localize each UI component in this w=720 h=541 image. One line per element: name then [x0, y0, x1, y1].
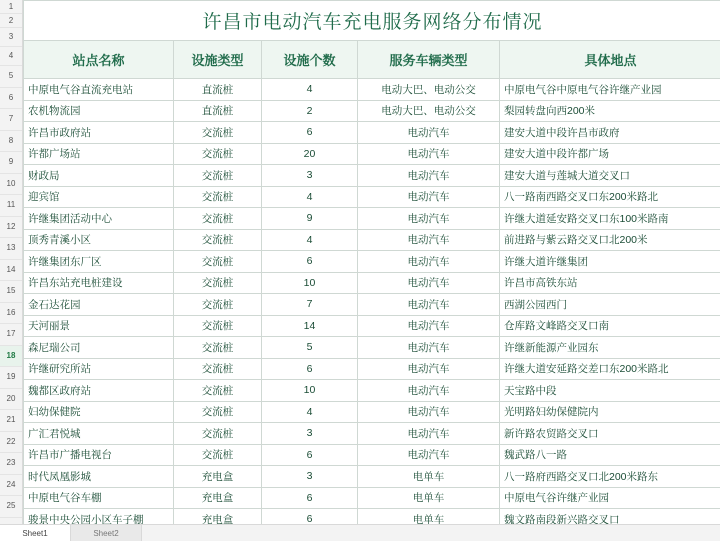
cell-facility-type[interactable]: 交流桩 — [174, 186, 262, 208]
cell-station-name[interactable]: 财政局 — [24, 165, 174, 187]
row-header[interactable]: 7 — [0, 109, 22, 131]
cell-address[interactable]: 建安大道中段许都广场 — [500, 143, 720, 165]
cell-facility-type[interactable]: 交流桩 — [174, 358, 262, 380]
cell-facility-count[interactable]: 6 — [262, 122, 358, 144]
table-row[interactable] — [24, 272, 720, 294]
cell-vehicle-type[interactable]: 电单车 — [358, 509, 500, 525]
cell-facility-type[interactable]: 直流桩 — [174, 79, 262, 101]
cell-facility-count[interactable]: 4 — [262, 79, 358, 101]
cell-address[interactable]: 中原电气谷许继产业园 — [500, 487, 720, 509]
cell-facility-type[interactable]: 交流桩 — [174, 294, 262, 316]
cell-facility-count[interactable]: 6 — [262, 444, 358, 466]
cell-address[interactable]: 魏文路南段新兴路交叉口 — [500, 509, 720, 525]
cell-address[interactable]: 光明路妇幼保健院内 — [500, 401, 720, 423]
cell-vehicle-type[interactable]: 电动汽车 — [358, 272, 500, 294]
cell-facility-count[interactable]: 5 — [262, 337, 358, 359]
cell-facility-count[interactable]: 3 — [262, 466, 358, 488]
table-row[interactable] — [24, 423, 720, 445]
cell-station-name[interactable]: 许都广场站 — [24, 143, 174, 165]
cell-vehicle-type[interactable]: 电动汽车 — [358, 337, 500, 359]
cell-facility-type[interactable]: 交流桩 — [174, 122, 262, 144]
row-header[interactable]: 16 — [0, 303, 22, 325]
cell-address[interactable]: 建安大道与莲城大道交叉口 — [500, 165, 720, 187]
sheet-tab-bar — [0, 524, 720, 541]
row-header[interactable]: 24 — [0, 475, 22, 497]
cell-facility-count[interactable]: 6 — [262, 487, 358, 509]
table-row[interactable] — [24, 251, 720, 273]
cell-facility-count[interactable]: 4 — [262, 229, 358, 251]
table-row[interactable] — [24, 186, 720, 208]
table-row[interactable] — [24, 337, 720, 359]
sheet-tab-1[interactable]: Sheet1 — [0, 525, 71, 541]
cell-vehicle-type[interactable]: 电动汽车 — [358, 229, 500, 251]
cell-station-name[interactable]: 妇幼保健院 — [24, 401, 174, 423]
table-row[interactable] — [24, 466, 720, 488]
cell-station-name[interactable]: 天河丽景 — [24, 315, 174, 337]
row-header[interactable]: 8 — [0, 131, 22, 153]
page-title: 许昌市电动汽车充电服务网络分布情况 — [24, 1, 720, 41]
table-row[interactable] — [24, 122, 720, 144]
cell-facility-count[interactable]: 2 — [262, 100, 358, 122]
cell-address[interactable]: 西湖公园西门 — [500, 294, 720, 316]
cell-facility-type[interactable]: 交流桩 — [174, 315, 262, 337]
cell-vehicle-type[interactable]: 电动汽车 — [358, 294, 500, 316]
row-header[interactable]: 17 — [0, 324, 22, 346]
cell-address[interactable]: 许继大道延安路交叉口东100米路南 — [500, 208, 720, 230]
cell-facility-type[interactable]: 充电盒 — [174, 487, 262, 509]
charging-station-table — [23, 0, 720, 524]
table-row[interactable] — [24, 444, 720, 466]
tab-bar-spacer — [142, 525, 720, 541]
row-header[interactable]: 12 — [0, 217, 22, 239]
table-row[interactable] — [24, 315, 720, 337]
cell-facility-count[interactable]: 6 — [262, 358, 358, 380]
column-header-name[interactable]: 站点名称 — [24, 41, 174, 79]
cell-vehicle-type[interactable]: 电动汽车 — [358, 380, 500, 402]
table-row[interactable] — [24, 143, 720, 165]
cell-address[interactable]: 天宝路中段 — [500, 380, 720, 402]
cell-facility-type[interactable]: 交流桩 — [174, 423, 262, 445]
cell-address[interactable]: 新许路农贸路交叉口 — [500, 423, 720, 445]
cell-address[interactable]: 仓库路文峰路交叉口南 — [500, 315, 720, 337]
column-header-count[interactable]: 设施个数 — [262, 41, 358, 79]
cell-station-name[interactable]: 许昌东站充电桩建设 — [24, 272, 174, 294]
title-row — [24, 1, 720, 41]
table-row[interactable] — [24, 79, 720, 101]
cell-address[interactable]: 建安大道中段许昌市政府 — [500, 122, 720, 144]
table-row[interactable] — [24, 509, 720, 525]
cell-station-name[interactable]: 金石达花园 — [24, 294, 174, 316]
row-header[interactable]: 4 — [0, 47, 22, 66]
row-header[interactable]: 13 — [0, 238, 22, 260]
cell-vehicle-type[interactable]: 电动汽车 — [358, 143, 500, 165]
table-row[interactable] — [24, 165, 720, 187]
cell-station-name[interactable]: 许继研究所站 — [24, 358, 174, 380]
row-header[interactable]: 19 — [0, 367, 22, 389]
cell-address[interactable]: 前进路与紫云路交叉口北200米 — [500, 229, 720, 251]
row-header[interactable]: 3 — [0, 28, 22, 47]
cell-facility-type[interactable]: 交流桩 — [174, 251, 262, 273]
table-row[interactable] — [24, 294, 720, 316]
cell-vehicle-type[interactable]: 电动汽车 — [358, 401, 500, 423]
cell-vehicle-type[interactable]: 电动汽车 — [358, 165, 500, 187]
cell-facility-count[interactable]: 4 — [262, 186, 358, 208]
cell-facility-type[interactable]: 交流桩 — [174, 229, 262, 251]
row-header[interactable]: 5 — [0, 66, 22, 88]
table-row[interactable] — [24, 208, 720, 230]
cell-vehicle-type[interactable]: 电动汽车 — [358, 251, 500, 273]
cell-vehicle-type[interactable]: 电动汽车 — [358, 315, 500, 337]
cell-vehicle-type[interactable]: 电动汽车 — [358, 186, 500, 208]
table-row[interactable] — [24, 401, 720, 423]
row-header-selected[interactable]: 18 — [0, 346, 22, 368]
data-table-region — [23, 0, 720, 524]
row-header[interactable]: 22 — [0, 432, 22, 454]
cell-vehicle-type[interactable]: 电动汽车 — [358, 122, 500, 144]
cell-vehicle-type[interactable]: 电动大巴、电动公交 — [358, 100, 500, 122]
cell-station-name[interactable]: 时代凤凰影城 — [24, 466, 174, 488]
cell-vehicle-type[interactable]: 电单车 — [358, 466, 500, 488]
cell-vehicle-type[interactable]: 电动汽车 — [358, 208, 500, 230]
row-header[interactable]: 25 — [0, 496, 22, 518]
cell-facility-type[interactable]: 交流桩 — [174, 143, 262, 165]
cell-facility-type[interactable]: 直流桩 — [174, 100, 262, 122]
cell-facility-type[interactable]: 交流桩 — [174, 272, 262, 294]
cell-station-name[interactable]: 森尼瑞公司 — [24, 337, 174, 359]
row-header[interactable]: 21 — [0, 410, 22, 432]
row-header[interactable]: 1 — [0, 0, 22, 14]
row-header[interactable]: 14 — [0, 260, 22, 282]
table-row[interactable] — [24, 229, 720, 251]
cell-address[interactable]: 许继新能源产业园东 — [500, 337, 720, 359]
cell-facility-count[interactable]: 6 — [262, 509, 358, 525]
cell-station-name[interactable]: 许继集团活动中心 — [24, 208, 174, 230]
cell-facility-type[interactable]: 交流桩 — [174, 380, 262, 402]
cell-facility-count[interactable]: 6 — [262, 251, 358, 273]
cell-facility-count[interactable]: 10 — [262, 272, 358, 294]
cell-facility-count[interactable]: 9 — [262, 208, 358, 230]
cell-address[interactable]: 八一路府西路交叉口北200米路东 — [500, 466, 720, 488]
cell-facility-count[interactable]: 7 — [262, 294, 358, 316]
cell-address[interactable]: 许继大道许继集团 — [500, 251, 720, 273]
cell-station-name[interactable]: 骏景中央公园小区车子棚 — [24, 509, 174, 525]
row-header[interactable]: 2 — [0, 14, 22, 28]
cell-station-name[interactable]: 中原电气谷直流充电站 — [24, 79, 174, 101]
cell-station-name[interactable]: 许继集团东厂区 — [24, 251, 174, 273]
cell-vehicle-type[interactable]: 电单车 — [358, 487, 500, 509]
cell-facility-type[interactable]: 交流桩 — [174, 165, 262, 187]
cell-address[interactable]: 魏武路八一路 — [500, 444, 720, 466]
cell-station-name[interactable]: 中原电气谷车棚 — [24, 487, 174, 509]
cell-facility-type[interactable]: 交流桩 — [174, 337, 262, 359]
cell-address[interactable]: 中原电气谷中原电气谷许继产业园 — [500, 79, 720, 101]
column-header-type[interactable]: 设施类型 — [174, 41, 262, 79]
column-header-vehicle[interactable]: 服务车辆类型 — [358, 41, 500, 79]
cell-facility-count[interactable]: 10 — [262, 380, 358, 402]
cell-station-name[interactable]: 迎宾馆 — [24, 186, 174, 208]
cell-station-name[interactable]: 农机物流园 — [24, 100, 174, 122]
cell-vehicle-type[interactable]: 电动汽车 — [358, 444, 500, 466]
row-header-column[interactable] — [0, 0, 23, 524]
cell-facility-count[interactable]: 14 — [262, 315, 358, 337]
cell-station-name[interactable]: 许昌市政府站 — [24, 122, 174, 144]
cell-vehicle-type[interactable]: 电动汽车 — [358, 358, 500, 380]
cell-station-name[interactable]: 魏都区政府站 — [24, 380, 174, 402]
cell-facility-count[interactable]: 3 — [262, 423, 358, 445]
cell-address[interactable]: 梨园转盘向西200米 — [500, 100, 720, 122]
row-header[interactable]: 6 — [0, 88, 22, 110]
table-row[interactable] — [24, 358, 720, 380]
cell-facility-count[interactable]: 20 — [262, 143, 358, 165]
cell-address[interactable]: 许继大道安延路交差口东200米路北 — [500, 358, 720, 380]
cell-facility-count[interactable]: 4 — [262, 401, 358, 423]
row-header[interactable]: 23 — [0, 453, 22, 475]
column-header-address[interactable]: 具体地点 — [500, 41, 720, 79]
table-row[interactable] — [24, 100, 720, 122]
cell-station-name[interactable]: 许昌市广播电视台 — [24, 444, 174, 466]
cell-facility-type[interactable]: 充电盒 — [174, 509, 262, 525]
cell-station-name[interactable]: 广汇君悦城 — [24, 423, 174, 445]
table-row[interactable] — [24, 487, 720, 509]
row-header[interactable]: 20 — [0, 389, 22, 411]
cell-facility-type[interactable]: 交流桩 — [174, 444, 262, 466]
cell-facility-type[interactable]: 交流桩 — [174, 208, 262, 230]
cell-vehicle-type[interactable]: 电动汽车 — [358, 423, 500, 445]
table-header-row — [24, 41, 720, 79]
cell-station-name[interactable]: 顶秀青溪小区 — [24, 229, 174, 251]
row-header[interactable]: 10 — [0, 174, 22, 196]
cell-vehicle-type[interactable]: 电动大巴、电动公交 — [358, 79, 500, 101]
cell-address[interactable]: 许昌市高铁东站 — [500, 272, 720, 294]
sheet-tab-2[interactable]: Sheet2 — [71, 525, 142, 541]
cell-facility-type[interactable]: 充电盒 — [174, 466, 262, 488]
row-header[interactable]: 15 — [0, 281, 22, 303]
cell-facility-count[interactable]: 3 — [262, 165, 358, 187]
table-row[interactable] — [24, 380, 720, 402]
row-header[interactable]: 11 — [0, 195, 22, 217]
cell-facility-type[interactable]: 交流桩 — [174, 401, 262, 423]
cell-address[interactable]: 八一路南西路交叉口东200米路北 — [500, 186, 720, 208]
row-header[interactable]: 9 — [0, 152, 22, 174]
